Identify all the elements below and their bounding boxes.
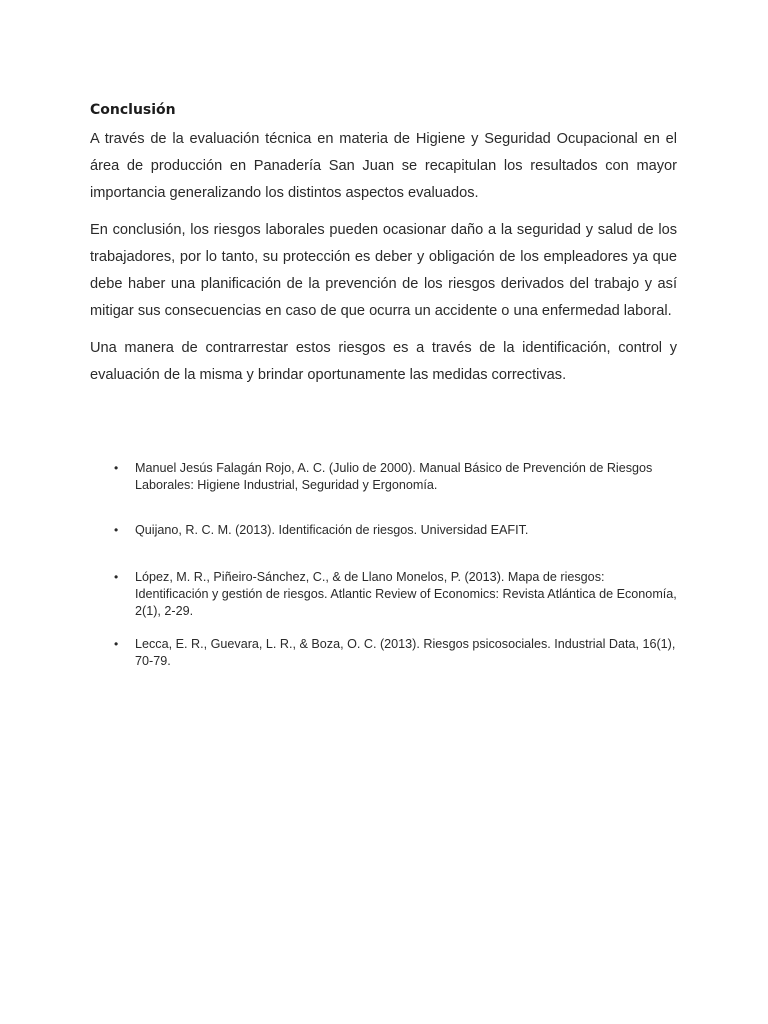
reference-item: [90, 569, 677, 620]
paragraph-2: En conclusión, los riesgos laborales pueden ocasionar daño a la seguridad y salud de los trabajadores, por lo tanto, su protección es deber y obligación de los empleadores ya que debe haber una planificación de la prevención de los riesgos derivados del trabajo y así mitigar sus consecuencias en caso de que ocurra un accidente o una enfermedad laboral.: [90, 222, 677, 319]
reference-item: [90, 636, 677, 670]
reference-item: [90, 460, 677, 494]
bullet-icon: •: [114, 523, 119, 537]
reference-text: López, M. R., Piñeiro-Sánchez, C., & de Llano Monelos, P. (2013). Mapa de riesgos: Identificación y gestión de riesgos. Atlantic Review of Economics: Revista Atlántica de Economía, 2(1), 2-29.: [135, 570, 677, 618]
reference-item: [90, 522, 677, 539]
reference-text: Quijano, R. C. M. (2013). Identificación de riesgos. Universidad EAFIT.: [135, 523, 529, 537]
reference-text: Lecca, E. R., Guevara, L. R., & Boza, O. C. (2013). Riesgos psicosociales. Industrial Data, 16(1), 70-79.: [135, 637, 676, 668]
bullet-icon: •: [114, 637, 119, 651]
reference-list: [90, 460, 677, 670]
bullet-icon: •: [114, 461, 119, 475]
bullet-icon: •: [114, 570, 119, 584]
section-heading: Conclusión: [90, 102, 176, 118]
reference-text: Manuel Jesús Falagán Rojo, A. C. (Julio de 2000). Manual Básico de Prevención de Riesgos Laborales: Higiene Industrial, Seguridad y Ergonomía.: [135, 461, 653, 492]
paragraph-1: A través de la evaluación técnica en materia de Higiene y Seguridad Ocupacional en el área de producción en Panadería San Juan se recapitulan los resultados con mayor importancia generalizando los distintos aspectos evaluados.: [90, 131, 677, 201]
document-content: [90, 100, 677, 668]
paragraph-3: Una manera de contrarrestar estos riesgos es a través de la identificación, control y evaluación de la misma y brindar oportunamente las medidas correctivas.: [90, 340, 677, 383]
